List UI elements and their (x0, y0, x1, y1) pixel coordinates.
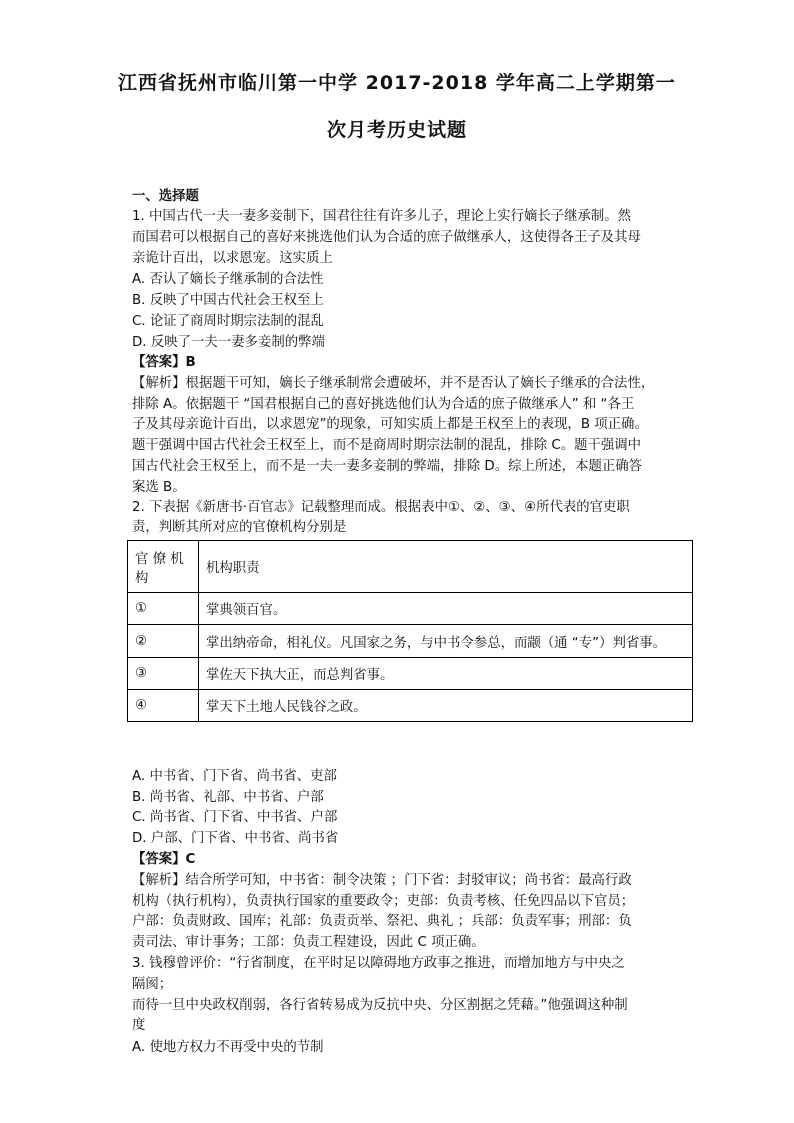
table-cell-number: ③ (128, 658, 199, 690)
q1-analysis-line: 案选 B。 (132, 480, 186, 495)
bureaucracy-table (127, 540, 693, 722)
q1-option-c: C. 论证了商周时期宗法制的混乱 (132, 314, 324, 329)
q1-analysis-line: 子及其母亲诡计百出，以求恩宠”的现象，可知实质上都是王权至上的表现，B 项正确。 (132, 417, 648, 432)
q2-option-d: D. 户部、门下省、中书省、尚书省 (132, 831, 339, 846)
q2-stem-line: 2. 下表据《新唐书·百官志》记载整理而成。根据表中①、②、③、④所代表的官吏职 (132, 500, 630, 515)
q1-option-a: A. 否认了嫡长子继承制的合法性 (132, 272, 324, 287)
q3-stem-line: 隔阂； (132, 977, 173, 992)
document-title-line-1: 江西省抚州市临川第一中学 2017-2018 学年高二上学期第一 (118, 72, 676, 94)
table-header-cell: 机构职责 (199, 541, 693, 593)
section-heading: 一、选择题 (132, 189, 199, 204)
q1-answer: 【答案】B (132, 355, 196, 370)
q3-stem-line: 3. 钱穆曾评价：“行省制度，在平时足以障碍地方政事之推进，而增加地方与中央之 (132, 956, 625, 971)
q1-stem-line: 亲诡计百出，以求恩宠。这实质上 (132, 251, 333, 266)
q1-stem-line: 1. 中国古代一夫一妻多妾制下，国君往往有许多儿子，理论上实行嫡长子继承制。然 (132, 209, 632, 224)
table-cell-number: ④ (128, 690, 199, 722)
q2-option-c: C. 尚书省、门下省、中书省、户部 (132, 810, 338, 825)
document-title-line-2: 次月考历史试题 (326, 119, 467, 141)
q1-analysis-line: 排除 A。依据题干 “国君根据自己的喜好挑选他们认为合适的庶子做继承人” 和 “各王 (132, 397, 635, 412)
table-row (128, 593, 693, 625)
table-cell-duty: 掌典领百官。 (199, 593, 693, 625)
q3-option-a: A. 使地方权力不再受中央的节制 (132, 1040, 324, 1055)
table-row (128, 658, 693, 690)
q2-analysis-line: 户部：负责财政、国库；礼部：负责贡举、祭祀、典礼 ；兵部：负责军事；刑部：负 (132, 914, 632, 929)
q2-stem-line: 责，判断其所对应的官僚机构分别是 (132, 520, 347, 535)
table-header-cell: 官 僚 机 构 (128, 541, 199, 593)
q1-analysis-line: 【解析】根据题干可知，嫡长子继承制常会遭破坏，并不是否认了嫡长子继承的合法性， (132, 376, 655, 391)
q2-answer: 【答案】C (132, 852, 196, 867)
table-header-row (128, 541, 693, 593)
q1-option-b: B. 反映了中国古代社会王权至上 (132, 293, 324, 308)
q2-analysis-line: 责司法、审计事务；工部：负责工程建设，因此 C 项正确。 (132, 935, 485, 950)
table-row (128, 625, 693, 658)
table-cell-number: ① (128, 593, 199, 625)
q1-analysis-line: 题干强调中国古代社会王权至上，而不是商周时期宗法制的混乱，排除 C。题干强调中 (132, 438, 642, 453)
q3-stem-line: 而待一旦中央政权削弱，各行省转易成为反抗中央、分区割据之凭藉。”他强调这种制 (132, 998, 628, 1013)
q2-option-b: B. 尚书省、礼部、中书省、户部 (132, 790, 324, 805)
q3-stem-line: 度 (132, 1018, 146, 1033)
q2-analysis-line: 【解析】结合所学可知，中书省：制令决策 ；门下省：封驳审议；尚书省：最高行政 (132, 873, 632, 888)
table-cell-number: ② (128, 625, 199, 658)
table-row (128, 690, 693, 722)
table-cell-duty: 掌佐天下执大正，而总判省事。 (199, 658, 693, 690)
table-cell-duty: 掌天下土地人民钱谷之政。 (199, 690, 693, 722)
q1-analysis-line: 国古代社会王权至上，而不是一夫一妻多妾制的弊端，排除 D。综上所述，本题正确答 (132, 459, 643, 474)
q1-stem-line: 而国君可以根据自己的喜好来挑选他们认为合适的庶子做继承人，这使得各王子及其母 (132, 230, 641, 245)
q2-analysis-line: 机构（执行机构），负责执行国家的重要政令；吏部：负责考核、任免四品以下官员； (132, 894, 635, 909)
q1-option-d: D. 反映了一夫一妻多妾制的弊端 (132, 335, 325, 350)
table-cell-duty: 掌出纳帝命，相礼仪。凡国家之务，与中书令参总，而颛（通 “专”）判省事。 (199, 625, 693, 658)
q2-option-a: A. 中书省、门下省、尚书省、吏部 (132, 769, 337, 784)
